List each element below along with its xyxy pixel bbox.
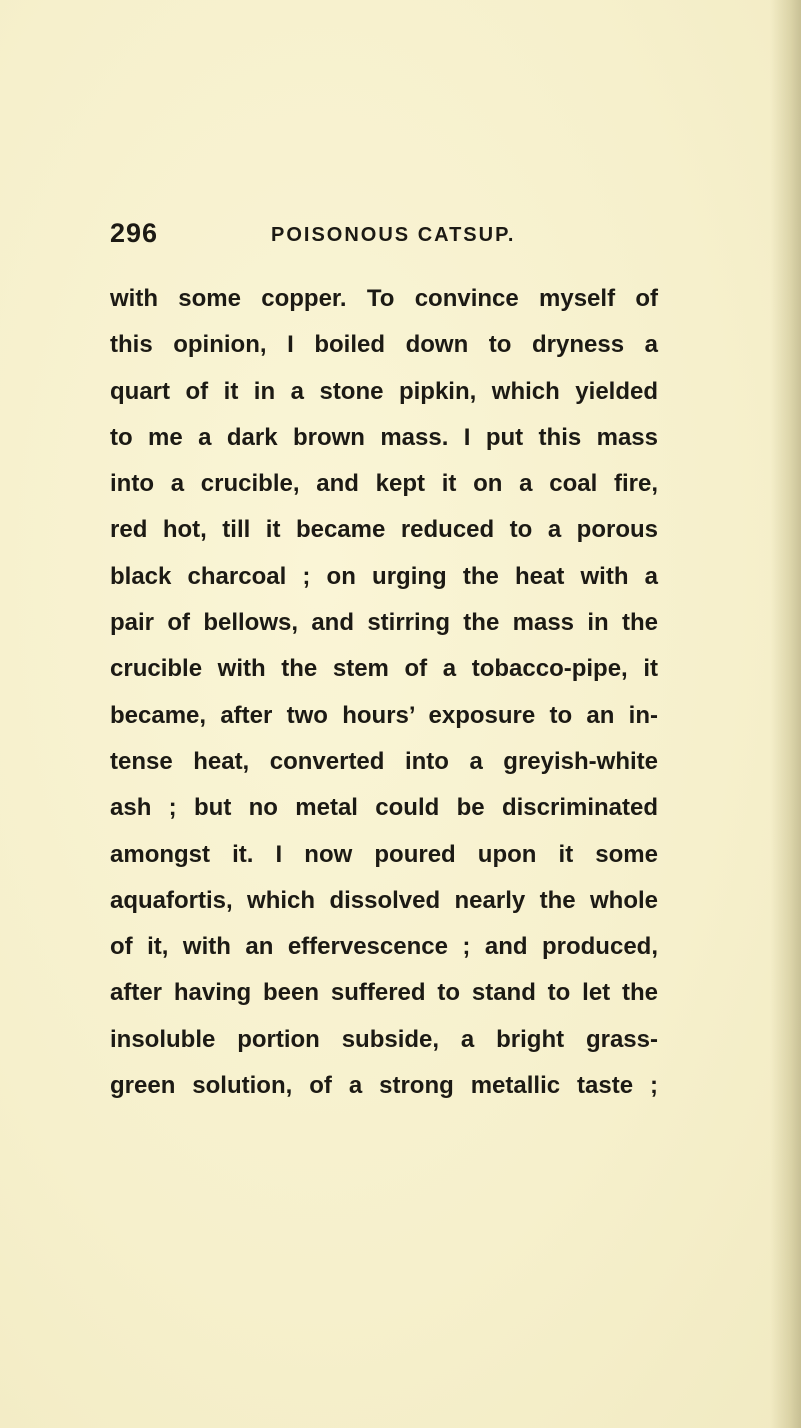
text-line: aquafortis, which dissolved nearly the whole — [110, 886, 658, 914]
running-title: POISONOUS CATSUP. — [271, 224, 516, 246]
page-number: 296 — [110, 218, 159, 248]
text-line: insoluble portion subside, a bright grass- — [110, 1025, 658, 1053]
body-text — [110, 276, 658, 1109]
text-line: amongst it. I now poured upon it some — [110, 840, 658, 868]
text-line: black charcoal ; on urging the heat with a — [110, 562, 658, 590]
text-line: with some copper. To convince myself of — [110, 285, 658, 312]
text-line: pair of bellows, and stirring the mass in the — [110, 609, 658, 637]
text-line: green solution, of a strong metallic taste ; — [110, 1072, 658, 1100]
text-line: this opinion, I boiled down to dryness a — [110, 331, 658, 359]
text-line: of it, with an effervescence ; and produced, — [110, 933, 658, 961]
text-line: into a crucible, and kept it on a coal fire, — [110, 470, 658, 498]
text-line: to me a dark brown mass. I put this mass — [110, 423, 658, 451]
text-line: crucible with the stem of a tobacco-pipe, it — [110, 655, 658, 683]
text-line: quart of it in a stone pipkin, which yielded — [110, 377, 658, 405]
text-line: red hot, till it became reduced to a porous — [110, 516, 658, 544]
text-line: became, after two hours’ exposure to an in- — [110, 701, 658, 729]
text-line: after having been suffered to stand to let the — [110, 979, 658, 1007]
text-line: ash ; but no metal could be discriminated — [110, 794, 658, 822]
text-line: tense heat, converted into a greyish-white — [110, 747, 658, 775]
running-head — [110, 218, 710, 258]
